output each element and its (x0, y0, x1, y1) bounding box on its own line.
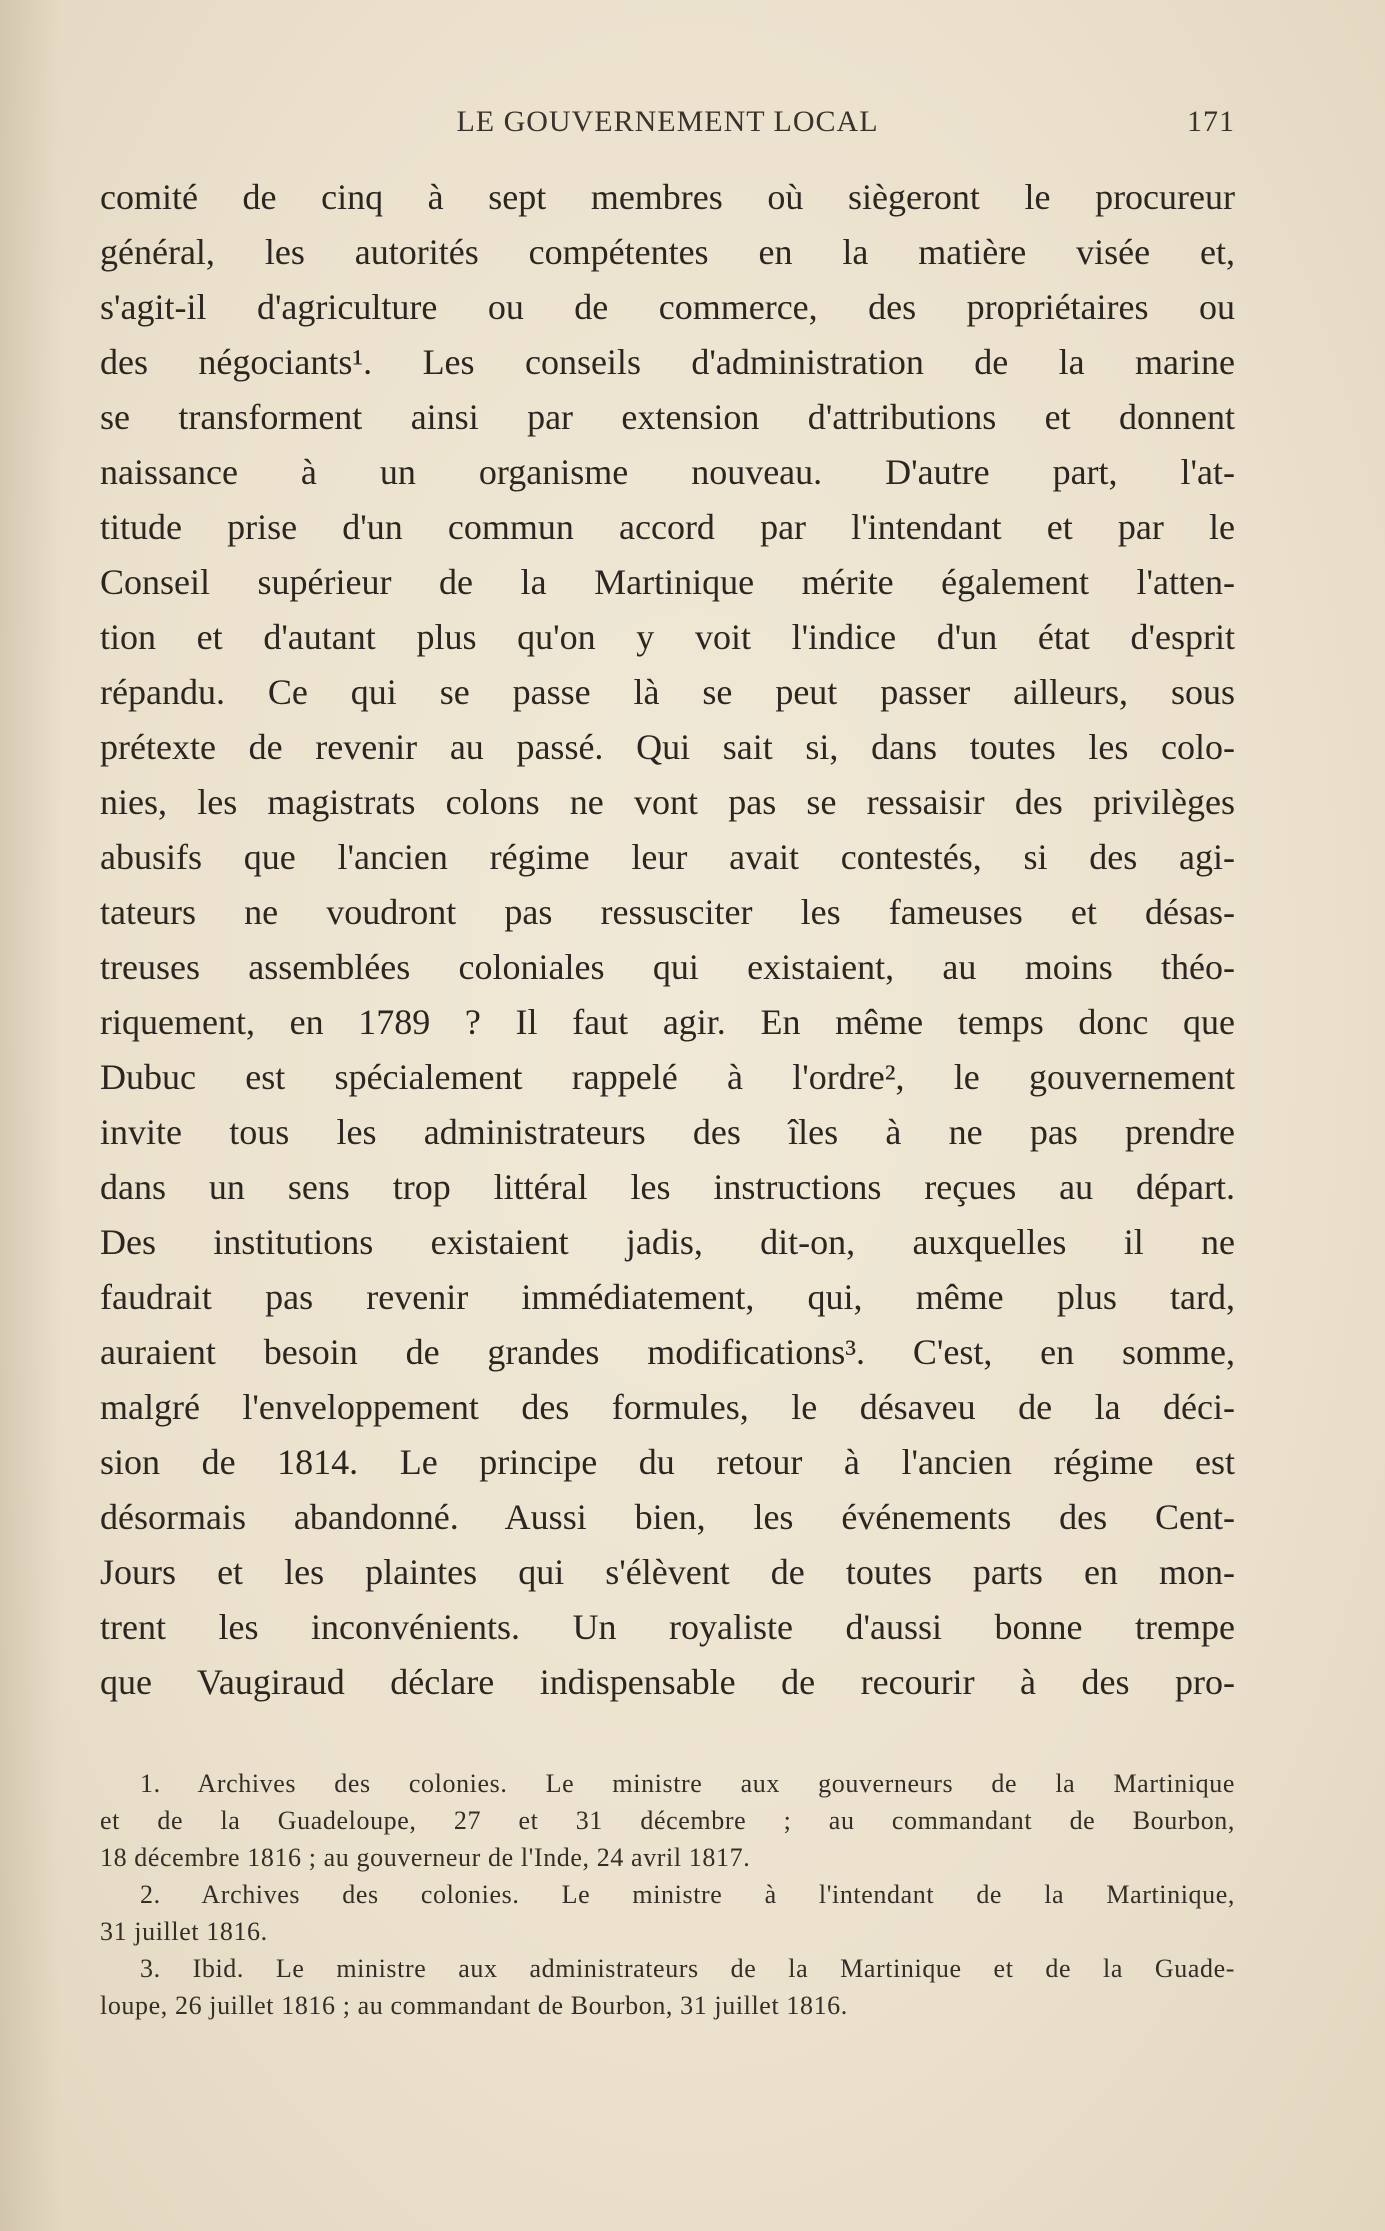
text-line: Conseil supérieur de la Martinique mérite également l'atten- (100, 562, 1235, 602)
text-line: tion et d'autant plus qu'on y voit l'indice d'un état d'esprit (100, 617, 1235, 657)
text-line: sion de 1814. Le principe du retour à l'ancien régime est (100, 1442, 1235, 1482)
footnotes (100, 1765, 1235, 2024)
text-line: tateurs ne voudront pas ressusciter les fameuses et désas- (100, 892, 1235, 932)
text-line: abusifs que l'ancien régime leur avait contestés, si des agi- (100, 837, 1235, 877)
footnote-line: loupe, 26 juillet 1816 ; au commandant de Bourbon, 31 juillet 1816. (100, 1991, 848, 2020)
text-line: Des institutions existaient jadis, dit-on, auxquelles il ne (100, 1222, 1235, 1262)
footnote-line: 2. Archives des colonies. Le ministre à l'intendant de la Martinique, (140, 1880, 1235, 1909)
text-line: comité de cinq à sept membres où siègeront le procureur (100, 177, 1235, 217)
text-line: désormais abandonné. Aussi bien, les événements des Cent- (100, 1497, 1235, 1537)
text-line: treuses assemblées coloniales qui existaient, au moins théo- (100, 947, 1235, 987)
footnote-line: 1. Archives des colonies. Le ministre aux gouverneurs de la Martinique (140, 1769, 1235, 1798)
text-line: prétexte de revenir au passé. Qui sait si, dans toutes les colo- (100, 727, 1235, 767)
text-line: se transforment ainsi par extension d'attributions et donnent (100, 397, 1235, 437)
text-line: s'agit-il d'agriculture ou de commerce, des propriétaires ou (100, 287, 1235, 327)
text-line: Dubuc est spécialement rappelé à l'ordre², le gouvernement (100, 1057, 1235, 1097)
footnote-line: 18 décembre 1816 ; au gouverneur de l'Inde, 24 avril 1817. (100, 1843, 751, 1872)
text-line: trent les inconvénients. Un royaliste d'aussi bonne trempe (100, 1607, 1235, 1647)
footnote-line: et de la Guadeloupe, 27 et 31 décembre ; au commandant de Bourbon, (100, 1806, 1235, 1835)
text-line: auraient besoin de grandes modifications³. C'est, en somme, (100, 1332, 1235, 1372)
page-header (100, 105, 1235, 145)
text-line: répandu. Ce qui se passe là se peut passer ailleurs, sous (100, 672, 1235, 712)
page-number: 171 (1187, 105, 1235, 138)
footnote-line: 3. Ibid. Le ministre aux administrateurs de la Martinique et de la Guade- (140, 1954, 1235, 1983)
text-line: dans un sens trop littéral les instructions reçues au départ. (100, 1167, 1235, 1207)
text-line: général, les autorités compétentes en la matière visée et, (100, 232, 1235, 272)
text-line: riquement, en 1789 ? Il faut agir. En même temps donc que (100, 1002, 1235, 1042)
text-line: malgré l'enveloppement des formules, le désaveu de la déci- (100, 1387, 1235, 1427)
binding-shadow (0, 0, 60, 2231)
text-line: invite tous les administrateurs des îles à ne pas prendre (100, 1112, 1235, 1152)
text-line: naissance à un organisme nouveau. D'autre part, l'at- (100, 452, 1235, 492)
text-line: des négociants¹. Les conseils d'administration de la marine (100, 342, 1235, 382)
footnote-line: 31 juillet 1816. (100, 1917, 268, 1946)
text-line: Jours et les plaintes qui s'élèvent de toutes parts en mon- (100, 1552, 1235, 1592)
text-line: que Vaugiraud déclare indispensable de recourir à des pro- (100, 1662, 1235, 1702)
body-text (100, 170, 1235, 1710)
text-line: faudrait pas revenir immédiatement, qui, même plus tard, (100, 1277, 1235, 1317)
running-head: LE GOUVERNEMENT LOCAL (456, 105, 879, 138)
text-line: titude prise d'un commun accord par l'intendant et par le (100, 507, 1235, 547)
text-line: nies, les magistrats colons ne vont pas se ressaisir des privilèges (100, 782, 1235, 822)
